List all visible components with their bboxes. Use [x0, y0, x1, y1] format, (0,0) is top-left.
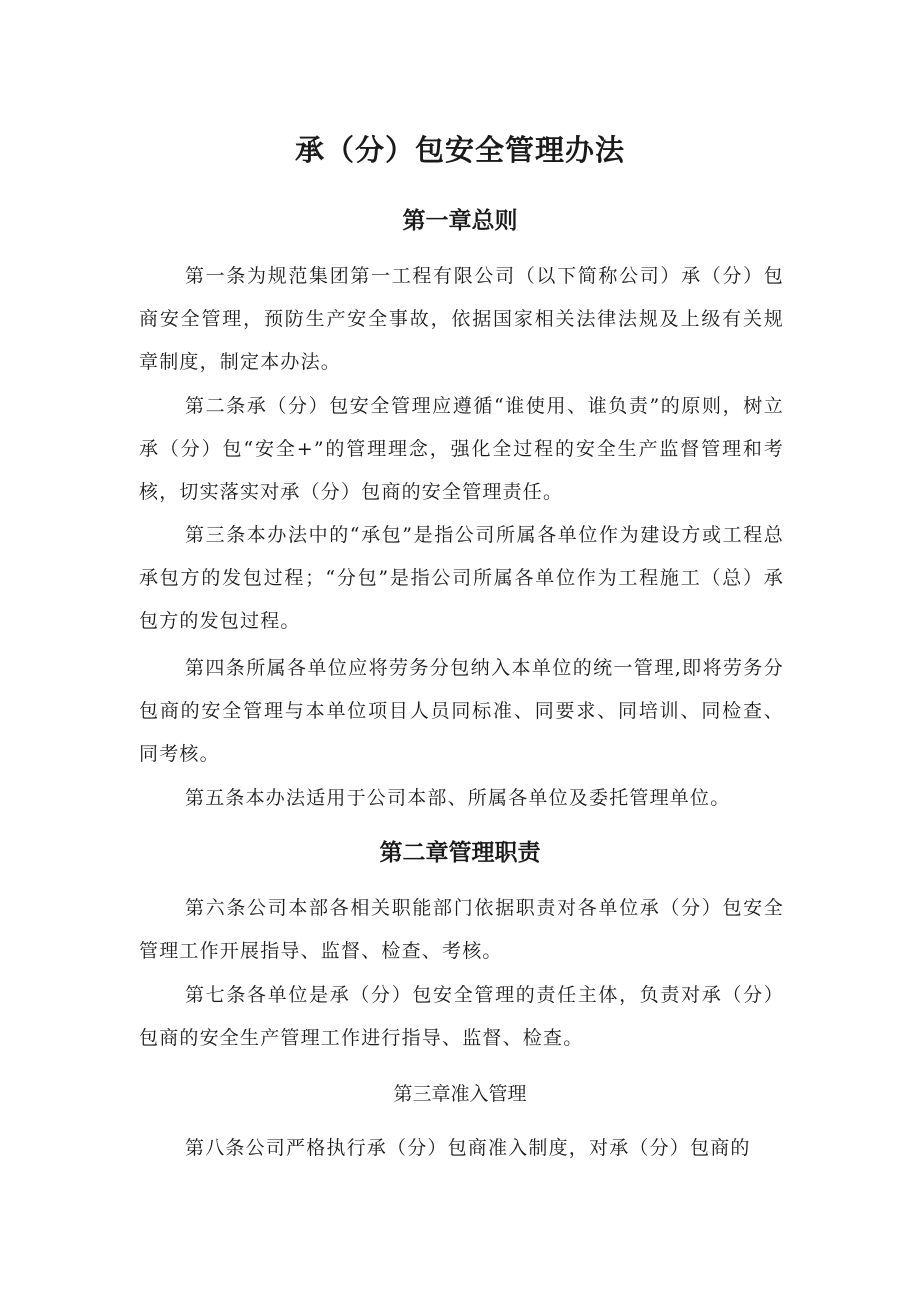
- chapter-1-heading: 第一章总则: [402, 208, 518, 234]
- article-6: 第六条公司本部各相关职能部门依据职责对各单位承（分）包安全管理工作开展指导、监督、检查、考核。: [139, 897, 784, 962]
- article-4: 第四条所属各单位应将劳务分包纳入本单位的统一管理,即将劳务分包商的安全管理与本单位项目人员同标准、同要求、同培训、同检查、同考核。: [139, 657, 784, 765]
- chapter-3-heading: 第三章准入管理: [393, 1083, 527, 1105]
- document-title: 承（分）包安全管理办法: [294, 133, 625, 167]
- article-7: 第七条各单位是承（分）包安全管理的责任主体，负责对承（分）包商的安全生产管理工作进行指导、监督、检查。: [139, 984, 784, 1049]
- article-1: 第一条为规范集团第一工程有限公司（以下简称公司）承（分）包商安全管理，预防生产安全事故，依据国家相关法律法规及上级有关规章制度，制定本办法。: [139, 265, 784, 373]
- article-5: 第五条本办法适用于公司本部、所属各单位及委托管理单位。: [185, 787, 731, 809]
- article-8: 第八条公司严格执行承（分）包商准入制度，对承（分）包商的: [185, 1137, 751, 1159]
- article-2: 第二条承（分）包安全管理应遵循“谁使用、谁负责”的原则，树立承（分）包“安全+”的管理理念，强化全过程的安全生产监督管理和考核，切实落实对承（分）包商的安全管理责任。: [139, 395, 784, 503]
- article-3: 第三条本办法中的“承包”是指公司所属各单位作为建设方或工程总承包方的发包过程；“分包”是指公司所属各单位作为工程施工（总）承包方的发包过程。: [139, 524, 784, 632]
- chapter-2-heading: 第二章管理职责: [379, 840, 541, 866]
